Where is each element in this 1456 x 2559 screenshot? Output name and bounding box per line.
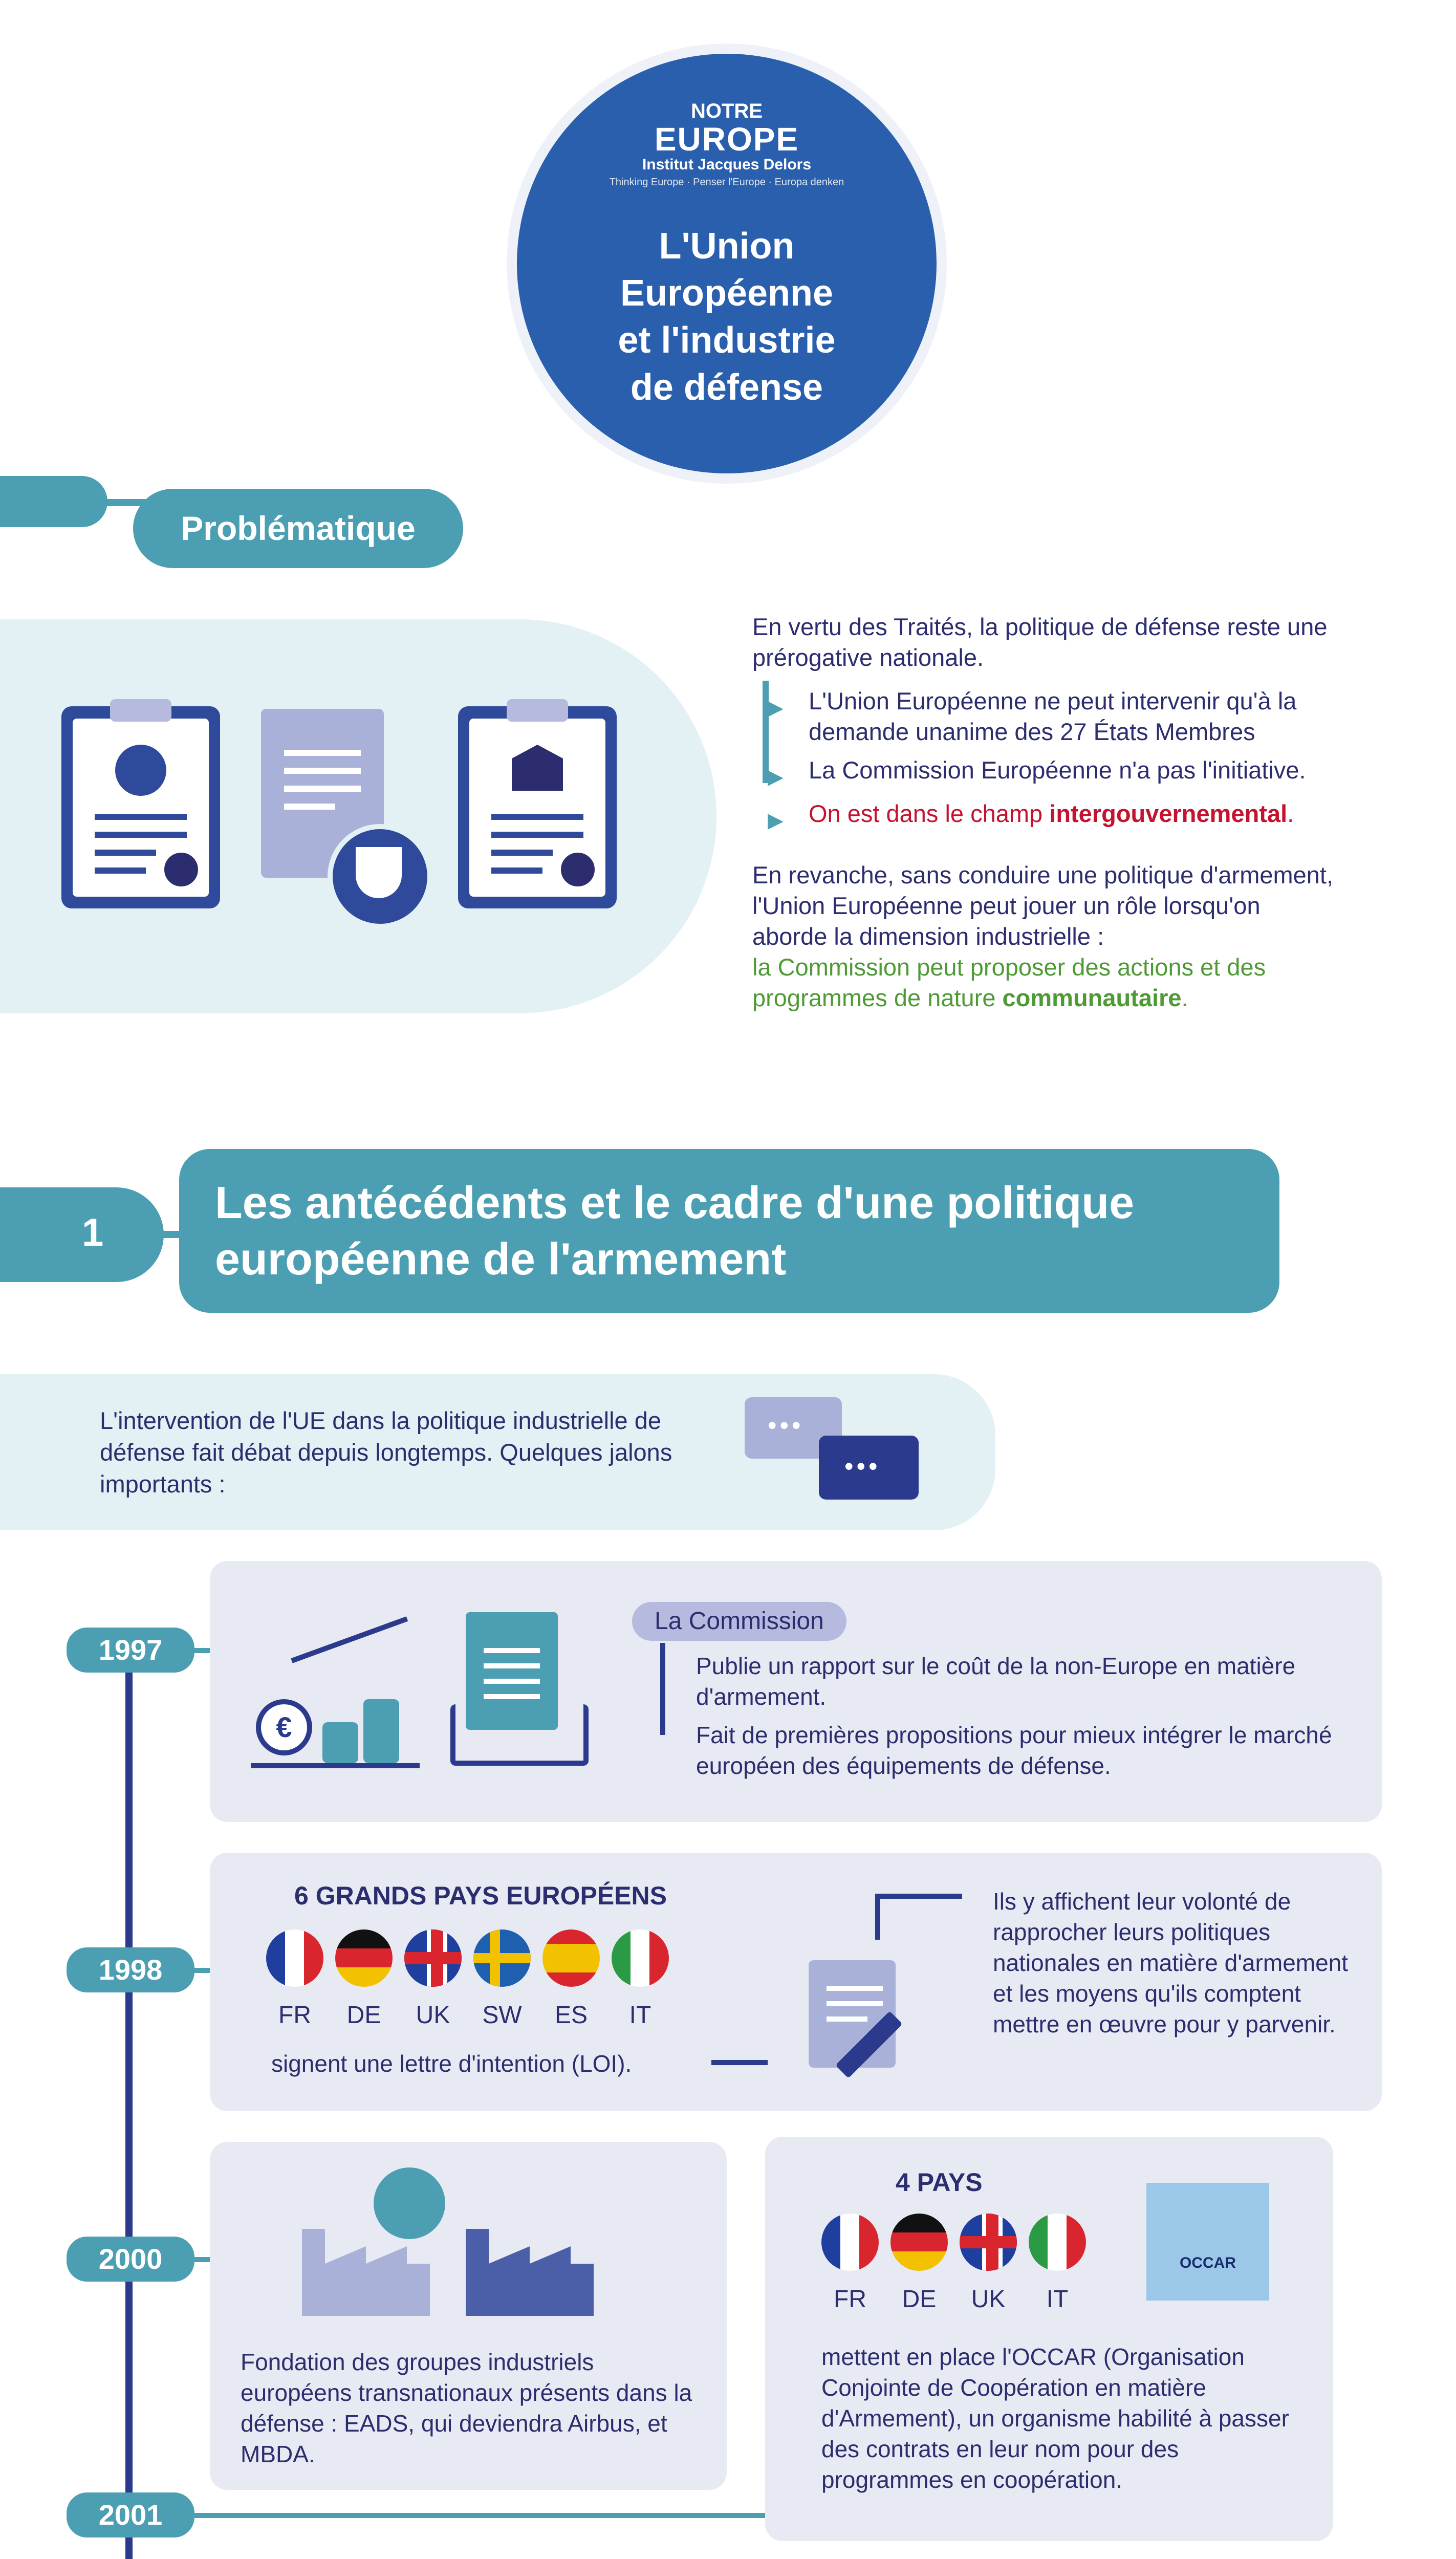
flag-uk [960, 2214, 1017, 2271]
country-label: UK [971, 2286, 1006, 2313]
connector [194, 2257, 210, 2262]
factory-icon [466, 2229, 594, 2316]
flag-de [335, 1929, 393, 1987]
four-countries-title: 4 PAYS [896, 2168, 983, 2197]
six-countries-title: 6 GRANDS PAYS EUROPÉENS [294, 1881, 667, 1910]
problematique-label: Problématique [133, 489, 463, 568]
laptop-document-icon [450, 1612, 583, 1766]
problematique-green: la Commission peut proposer des actions et des programmes de nature communautaire. [752, 953, 1266, 1011]
logo-tagline: Thinking Europe · Penser l'Europe · Europa denken [609, 177, 844, 188]
problematique-para2: En revanche, sans conduire une politique d'armement, l'Union Européenne peut jouer un rôle lorsqu'on aborde la dimension industrielle : [752, 861, 1334, 950]
country-label: SW [482, 2002, 522, 2029]
chat-bubble-dark-icon: ••• [819, 1436, 919, 1500]
money-chart-icon: € [251, 1638, 420, 1771]
occar-logo: OCCAR [1146, 2183, 1269, 2301]
arrow-icon [875, 1894, 962, 1899]
arrow-icon: ▶ [768, 766, 784, 788]
flag-it [1029, 2214, 1086, 2271]
commission-bullet-1: Publie un rapport sur le coût de la non-Europe en matière d'armement. [696, 1653, 1296, 1710]
problematique-bullet-1: L'Union Européenne ne peut intervenir qu'à la demande unanime des 27 États Membres [809, 687, 1297, 745]
bullet-line [660, 1643, 665, 1735]
commission-bullet-2: Fait de premières propositions pour mieux intégrer le marché européen des équipements de défense. [696, 1722, 1332, 1779]
arrow-icon [711, 2060, 768, 2065]
factory-icon [302, 2229, 430, 2316]
section-title-line2: européenne de l'armement [215, 1233, 787, 1284]
flag-es [542, 1929, 600, 1987]
page-title: L'Union Européenne et l'industrie de défense [618, 226, 836, 408]
section-intro: L'intervention de l'UE dans la politique industrielle de défense fait débat depuis longtemps. Quelques jalons importants : [100, 1407, 672, 1498]
country-label: ES [554, 2002, 588, 2029]
connector [194, 1648, 210, 1653]
eads-text: Fondation des groupes industriels européens transnationaux présents dans la défense : EADS, qui deviendra Airbus, et MBDA. [241, 2349, 692, 2467]
arrow-icon: ▶ [768, 809, 784, 832]
timeline-axis [125, 1651, 133, 2559]
clipboard-building-icon [458, 706, 617, 908]
document-shield-icon [261, 709, 384, 878]
flag-fr [821, 2214, 879, 2271]
commission-pill: La Commission [632, 1602, 846, 1641]
card-1997 [210, 1561, 1382, 1822]
year-2000: 2000 [67, 2237, 194, 2282]
card-2000 [210, 2142, 727, 2490]
year-1997: 1997 [67, 1628, 194, 1673]
eu-stars-icon [374, 2167, 445, 2239]
logo-institute: Institut Jacques Delors [642, 156, 812, 173]
card-1998 [210, 1853, 1382, 2111]
connector [194, 1968, 210, 1973]
section-number: 1 [82, 1211, 104, 1254]
title-circle [517, 54, 937, 473]
logo-europe: EUROPE [654, 121, 799, 158]
flag-it [612, 1929, 669, 1987]
occar-text: mettent en place l'OCCAR (Organisation Conjointe de Coopération en matière d'Armement), un organisme habilité à passer des contrats en leur nom pour des programmes en coopération. [821, 2344, 1289, 2493]
problematique-bullet-2: La Commission Européenne n'a pas l'initiative. [809, 756, 1306, 784]
country-label: DE [902, 2286, 937, 2313]
country-label: FR [278, 2002, 311, 2029]
problematique-intro: En vertu des Traités, la politique de défense reste une prérogative nationale. [752, 613, 1328, 671]
country-label: UK [416, 2002, 450, 2029]
country-label: DE [346, 2002, 381, 2029]
section-title-box [179, 1149, 1279, 1313]
clipboard-eu-icon [61, 706, 220, 908]
chat-bubbles-icon: ••• [745, 1397, 842, 1459]
card-2001 [765, 2137, 1333, 2541]
year-1998: 1998 [67, 1947, 194, 1992]
flag-uk [404, 1929, 462, 1987]
loi-description: Ils y affichent leur volonté de rapprocher leurs politiques nationales en matière d'armement et les moyens qu'ils comptent mettre en œuvre pour y parvenir. [993, 1888, 1349, 2037]
year-2001: 2001 [67, 2492, 194, 2538]
connector [875, 1894, 880, 1940]
country-label: IT [1046, 2286, 1069, 2313]
flag-sw [473, 1929, 531, 1987]
section-title-line1: Les antécédents et le cadre d'une politique [215, 1177, 1135, 1228]
connector [194, 2513, 768, 2518]
letter-pen-icon [798, 1945, 931, 2078]
arrow-icon: ▶ [768, 697, 784, 719]
loi-text: signent une lettre d'intention (LOI). [271, 2050, 632, 2077]
problematique-bullet-3: On est dans le champ intergouvernemental. [809, 800, 1294, 827]
flag-de [890, 2214, 948, 2271]
logo-notre: NOTRE [691, 100, 763, 122]
country-label: FR [834, 2286, 866, 2313]
country-label: IT [629, 2002, 651, 2029]
flag-fr [266, 1929, 323, 1987]
